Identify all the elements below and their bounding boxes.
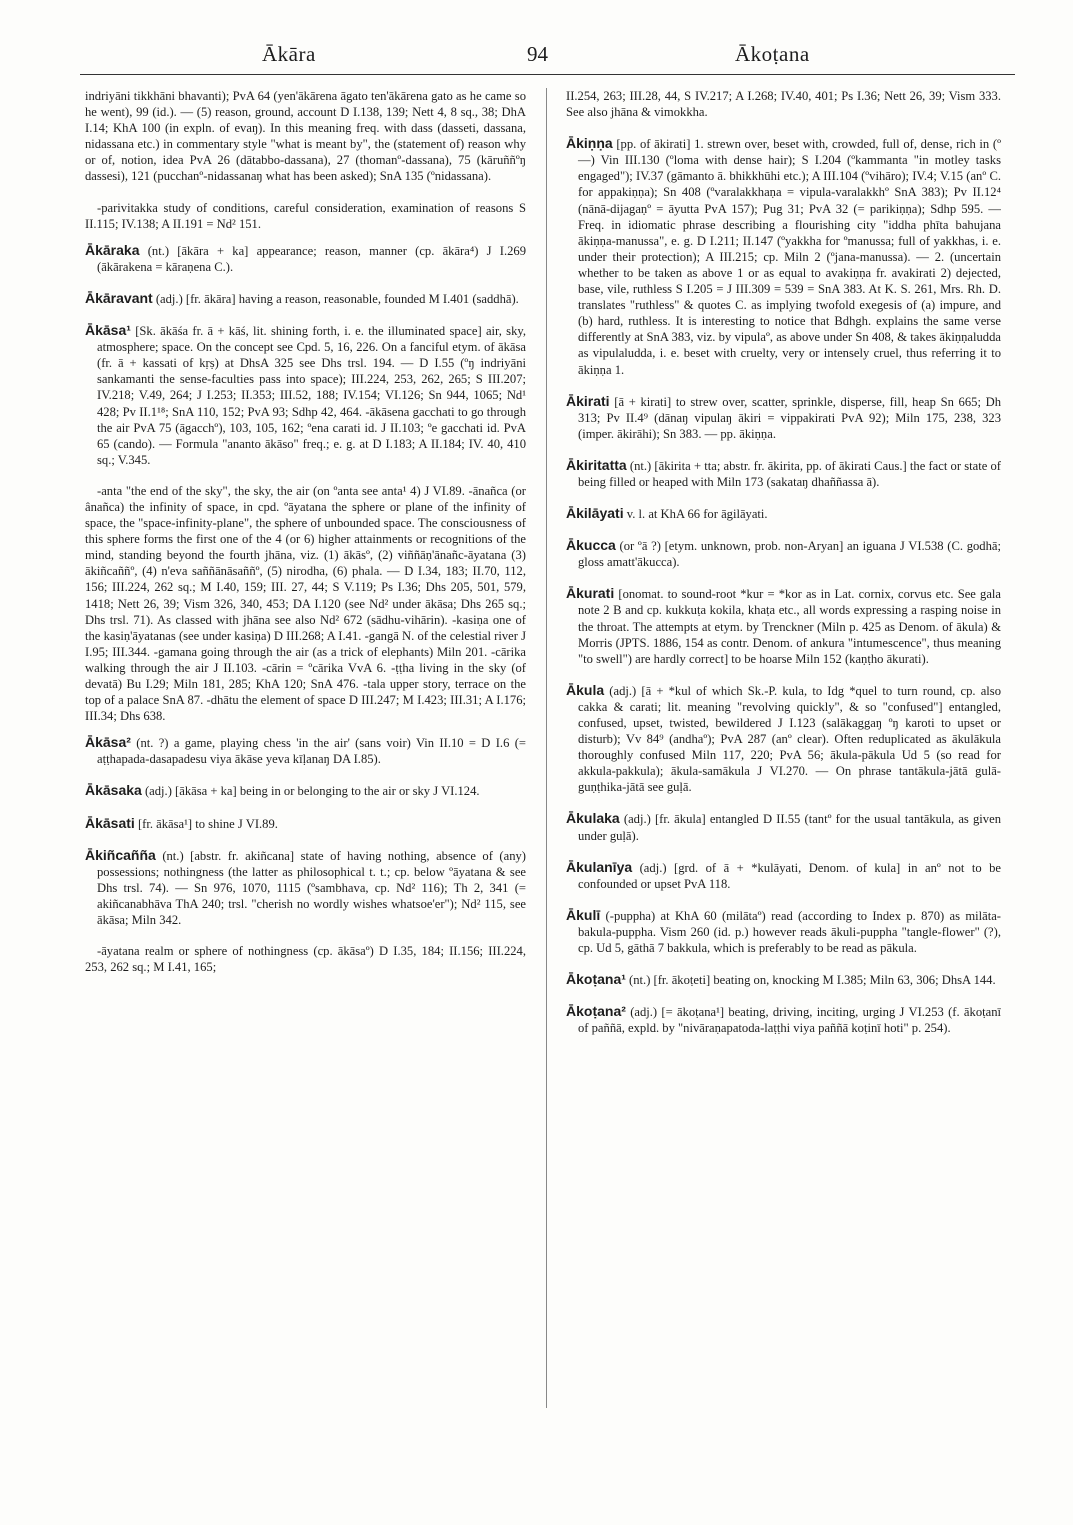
dictionary-entry — [566, 810, 1001, 843]
entry-body: [ā + kirati] to strew over, scatter, sprinkle, disperse, fill, heap Sn 665; Dh 313; Pv II.4⁹ (dānaŋ vipulaŋ ākiri = vippakirati PvA 92); Miln 175, 238, 323 (imper. ākirāhi); Sn 383. — pp. ākiṇṇa. — [578, 394, 1001, 441]
entry-body: -āyatana realm or sphere of nothingness (cp. ākāsaº) D I.35, 184; II.156; III.224, 253, 262 sq.; M I.41, 165; — [85, 944, 526, 975]
dictionary-entry — [566, 537, 1001, 570]
entry-body: [pp. of ākirati] 1. strewn over, beset with, crowded, full of, dense, rich in (º—) Vin III.130 (ºloma with dense hair); S I.204 (ºkammanta "in motley tasks engaged"); IV.37 (gāmanto ā. bhikkhūhi etc.); A III.104 (ºvihāro); IV.4; V.15 (anº C. for appakiṇṇa); Sn 408 (ºvaralakkhaṇa = vipula-varalakkhº SnA 383); Pv II.12⁴ (nānā-dijagaṇº = āyutta PvA 157); Pug 31; PvA 32 (= parikiṇṇa); Sdhp 595. — Freq. in idiomatic phrase describing a flourishing city "iddha phīta bahujana ākiṇṇa-manussa", e. g. D I.211; II.147 (ºyakkha for ºmanussa; full of yakkhas, i. e. under their protection); A III.215; cp. Miln 2 (ºjana-manussa). — 2. (uncertain whether to be taken as above 1 or as equal to avakiṇṇa fr. avakirati 2) dejected, base, vile, ruthless S I.205 = J III.309 = 539 = SnA 383. At K. S. 261, Mrs. Rh. D. translates "ruthless" & quotes C. as implying twofold exegesis of (a) impure, and (b) hard, ruthless. It is interesting to notice that Bdhgh. explains the same verse differently at SnA 383, viz. by vipulaº, as above under Sn 408, & takes ākiṇṇaludda as vipulaludda, i. e. beset with cruelty, very or intensely cruel, thus referring it to ākiṇṇa 1. — [578, 137, 1001, 377]
page-header — [0, 42, 1073, 76]
dictionary-entry — [566, 1003, 1001, 1036]
entry-body: II.254, 263; III.28, 44, S IV.217; A I.268; IV.40, 401; Ps I.36; Nett 26, 39; Vism 333. See also jhāna & vimokkha. — [566, 89, 1001, 120]
entry-body: [Sk. ākāśa fr. ā + kāś, lit. shining forth, i. e. the illuminated space] air, sky, atmosphere; space. On the concept see Cpd. 5, 16, 226. On a fanciful etym. of ākāsa (fr. ā + kassati of kṛṣ) at DhsA 325 see Dhs trsl. 194. — D I.55 (ºŋ indriyāni sankamanti the sense-faculties pass into space); III.224, 253, 262, 265; S III.207; IV.218; V.49, 264; J I.253; II.353; III.52, 188; IV.154; VI.126; Sn 944, 1065; Nd¹ 428; Pv II.1¹⁸; SnA 110, 152; PvA 93; Sdhp 42, 464. -ākāsena gacchati to go through the air PvA 75 (āgacchº), 103, 105, 162; ºena carati id. J II.103; ºe gacchati id. PvA 65 (cando). — Formula "ananto ākāso" freq.; e. g. at D I.183; A II.184; IV. 40, 410 sq.; V.345. — [97, 324, 526, 467]
entry-body: (nt.) [fr. ākoṭeti] beating on, knocking M I.385; Miln 63, 306; DhsA 144. — [625, 973, 996, 988]
dictionary-entry — [85, 242, 526, 275]
entry-headword: Ākulanīya — [566, 858, 633, 875]
entry-body: (adj.) [ākāsa + ka] being in or belonging to the air or sky J VI.124. — [141, 784, 480, 799]
entry-body: (-puppha) at KhA 60 (milātaº) read (according to Index p. 870) as milāta-bakula-puppha. Vism 260 (id. p.) however reads ākuli-puppha "tangle-flower" (?), cp. Ud 5, gāthā 7 bakkula, which is preferably to be read as pākula. — [578, 908, 1001, 956]
entry-headword: Ākāravant — [85, 289, 153, 306]
entry-text — [566, 88, 1001, 120]
entry-body: (nt.) [ākāra + ka] appearance; reason, manner (cp. ākāra⁴) J I.269 (ākārakena = kāraṇena C.). — [97, 243, 526, 274]
dictionary-entry — [85, 734, 526, 767]
entry-body: v. l. at KhA 66 for āgilāyati. — [623, 507, 768, 522]
dictionary-entry — [85, 847, 526, 928]
entry-text — [85, 483, 526, 724]
entry-body: (nt.) [ākirita + tta; abstr. fr. ākirita, pp. of ākirati Caus.] the fact or state of being filled or heaped with Miln 173 (sakataŋ dhaññassa ā). — [578, 458, 1001, 489]
left-column — [85, 88, 526, 1508]
page-number: 94 — [527, 42, 548, 66]
entry-headword: Ākoṭana¹ — [566, 971, 626, 988]
entry-body: -parivitakka study of conditions, careful consideration, examination of reasons S II.115; IV.138; A II.191 = Nd² 151. — [85, 200, 526, 231]
entry-headword: Ākoṭana² — [566, 1003, 626, 1020]
entry-headword: Ākulaka — [566, 810, 620, 827]
entry-body: (adj.) [grd. of ā + *kulāyati, Denom. of kula] in anº not to be confounded or upset PvA 118. — [578, 860, 1001, 891]
column-divider — [546, 88, 547, 1408]
header-right-headword: Ākoṭana — [735, 42, 810, 66]
entry-text — [85, 943, 526, 975]
entry-headword: Ākulī — [566, 906, 601, 923]
entry-headword: Ākiṇṇa — [566, 135, 613, 152]
dictionary-entry — [85, 782, 526, 799]
entry-body: (adj.) [= ākoṭana¹] beating, driving, inciting, urging J VI.253 (f. ākoṭanī of paññā, expld. by "nivāraṇapatoda-laṭṭhi viya paññā koṭinī hoti" p. 254). — [578, 1005, 1001, 1036]
entry-headword: Ākāsa¹ — [85, 322, 131, 339]
dictionary-entry — [566, 393, 1001, 442]
entry-body: [fr. ākāsa¹] to shine J VI.89. — [134, 816, 278, 831]
entry-text — [85, 88, 526, 185]
entry-body: (adj.) [ā + *kul of which Sk.-P. kula, to Idg *quel to turn round, cp. also cakka & carati; lit. meaning "revolving quickly", & so "confused"] entangled, confused, upset, twisted, bewildered J I.123 (salākaggaŋ ºŋ karoti to upset or disturb); Vv 84⁹ (andhaº); PvA 287 (anº clear). Often reduplicated as ākulākula thoroughly confused Miln 117, 220; PvA 56; ākula-pākula Ud 5 (so read for akkula-pakkula); ākula-samākula J VI.270. — On phrase tantākula-jātā gulā-guṇṭhika-jātā see guḷā. — [578, 683, 1001, 795]
entry-headword: Ākucca — [566, 537, 616, 554]
entry-headword: Ākirati — [566, 392, 610, 409]
entry-headword: Ākiritatta — [566, 456, 627, 473]
entry-text — [85, 200, 526, 232]
dictionary-entry — [566, 682, 1001, 796]
entry-headword: Ākiñcañña — [85, 846, 156, 863]
dictionary-entry — [566, 457, 1001, 490]
dictionary-entry — [566, 585, 1001, 666]
entry-headword: Ākula — [566, 681, 605, 698]
dictionary-entry — [566, 859, 1001, 892]
dictionary-entry — [85, 290, 526, 307]
dictionary-entry — [566, 135, 1001, 377]
entry-headword: Ākāsa² — [85, 734, 131, 751]
right-column — [566, 88, 1001, 1508]
header-left-headword: Ākāra — [262, 42, 316, 66]
entry-body: -anta "the end of the sky", the sky, the air (on ºanta see anta¹ 4) J VI.89. -ānañca (or ânañca) the infinity of space, in cpd. ºāyatana the sphere or plane of the infinity of space, the "space-infinity-plane", the sphere of unbounded space. The consciousness of this sphere forms the first one of the 4 (or 6) higher attainments or recognitions of the mind, standing beyond the fourth jhāna, viz. (1) ākāsº, (2) viññāṇ'ānañc-āyatana (3) ākiñcaññº, (4) n'eva saññānāsaññº, (5) nirodha, (6) phala. — D I.34, 183; II.70, 112, 156; III.224, 262 sq.; M I.40, 159; III. 27, 44; S V.119; Ps I.36; Dhs 205, 501, 579, 1418; Nett 26, 39; Vism 326, 340, 453; DA I.120 (see Nd² under ākāsa; Dhs 265 sq.; Dhs trsl. 71). As classed with jhāna see also Nd² 672 (sādhu-vihārin). -kasiṇa one of the kasiṇ'āyatanas (see under kasiṇa) D III.268; A I.41. -gangā N. of the celestial river J I.95; III.344. -gamana going through the air (as a trick of elephants) Miln 201. -cārika walking through the air J II.103. -cārin = ºcārika VvA 6. -ṭṭha living in the sky (of devatā) Bu I.29; Miln 181, 285; KhA 120; SnA 476. -tala upper story, terrace on the top of a palace SnA 87. -dhātu the element of space D III.247; M I.423; III.31; A I.176; III.34; Dhs 638. — [85, 483, 526, 724]
entry-headword: Ākurati — [566, 585, 615, 602]
dictionary-entry — [85, 322, 526, 468]
dictionary-entry — [566, 971, 1001, 988]
entry-headword: Ākilāyati — [566, 505, 624, 522]
entry-headword: Ākāraka — [85, 241, 140, 258]
entry-body: indriyāni tikkhāni bhavanti); PvA 64 (yen'ākārena āgato ten'ākārena gato as he came so he went), 99 (id.). — (5) reason, ground, account D I.138, 139; Nett 4, 8 sq., 38; DhA I.14; KhA 100 (in expln. of evaŋ). In this meaning freq. with dass (dasseti, dassana, nidassana etc.) in commentary style "what is meant by", the (statement of) reason why or of, notion, idea PvA 26 (dātabbo-dassana), 27 (thomanº-dassana), 75 (kāruññºŋ dassesi), 121 (pucchanº-nidassanaŋ what has been asked); SnA 135 (ºnidassana). — [85, 89, 526, 184]
dictionary-entry — [566, 907, 1001, 956]
entry-body: (nt.) [abstr. fr. akiñcana] state of having nothing, absence of (any) possessions; nothingness (the latter as philosophical t. t.; cp. below ºāyatana & see Dhs trsl. 74). — Sn 976, 1070, 1115 (ºsambhava, cp. Nd² 116); Th 2, 341 (= akiñcanabhāva ThA 240; trsl. "cherish no wordly wishes whatsoe'er"); Nd² 115, see ākāsa; Miln 342. — [97, 848, 526, 928]
entry-body: (nt. ?) a game, playing chess 'in the air' (sans voir) Vin II.10 = D I.6 (= aṭṭhapada-dasapadesu viya ākāse yeva kīḷanaŋ DA I.85). — [97, 736, 526, 767]
entry-headword: Ākāsaka — [85, 782, 142, 799]
entry-body: (adj.) [fr. ākāra] having a reason, reasonable, founded M I.401 (saddhā). — [152, 291, 519, 306]
dictionary-entry — [85, 815, 526, 832]
entry-body: (or ºā ?) [etym. unknown, prob. non-Aryan] an iguana J VI.538 (C. godhā; gloss amatt'ākucca). — [578, 539, 1001, 570]
header-rule — [80, 74, 1015, 75]
entry-body: [onomat. to sound-root *kur = *kor as in Lat. cornix, corvus etc. See gala note 2 B and cp. kukkuṭa kokila, khaṭa etc., all words expressing a rasping noise in the throat. The attempts at etym. by Trenckner (Miln p. 425 as Denom. of ākula) & Morris (JPTS. 1886, 154 as contr. Denom. of ankura "intumescence", thus meaning "to swell") are hardly correct] to be hoarse Miln 152 (kaṇṭho ākurati). — [578, 587, 1001, 666]
dictionary-entry — [566, 505, 1001, 522]
entry-headword: Ākāsati — [85, 814, 135, 831]
entry-body: (adj.) [fr. ākula] entangled D II.55 (tantº for the usual tantākula, as given under guḷā). — [578, 812, 1001, 843]
